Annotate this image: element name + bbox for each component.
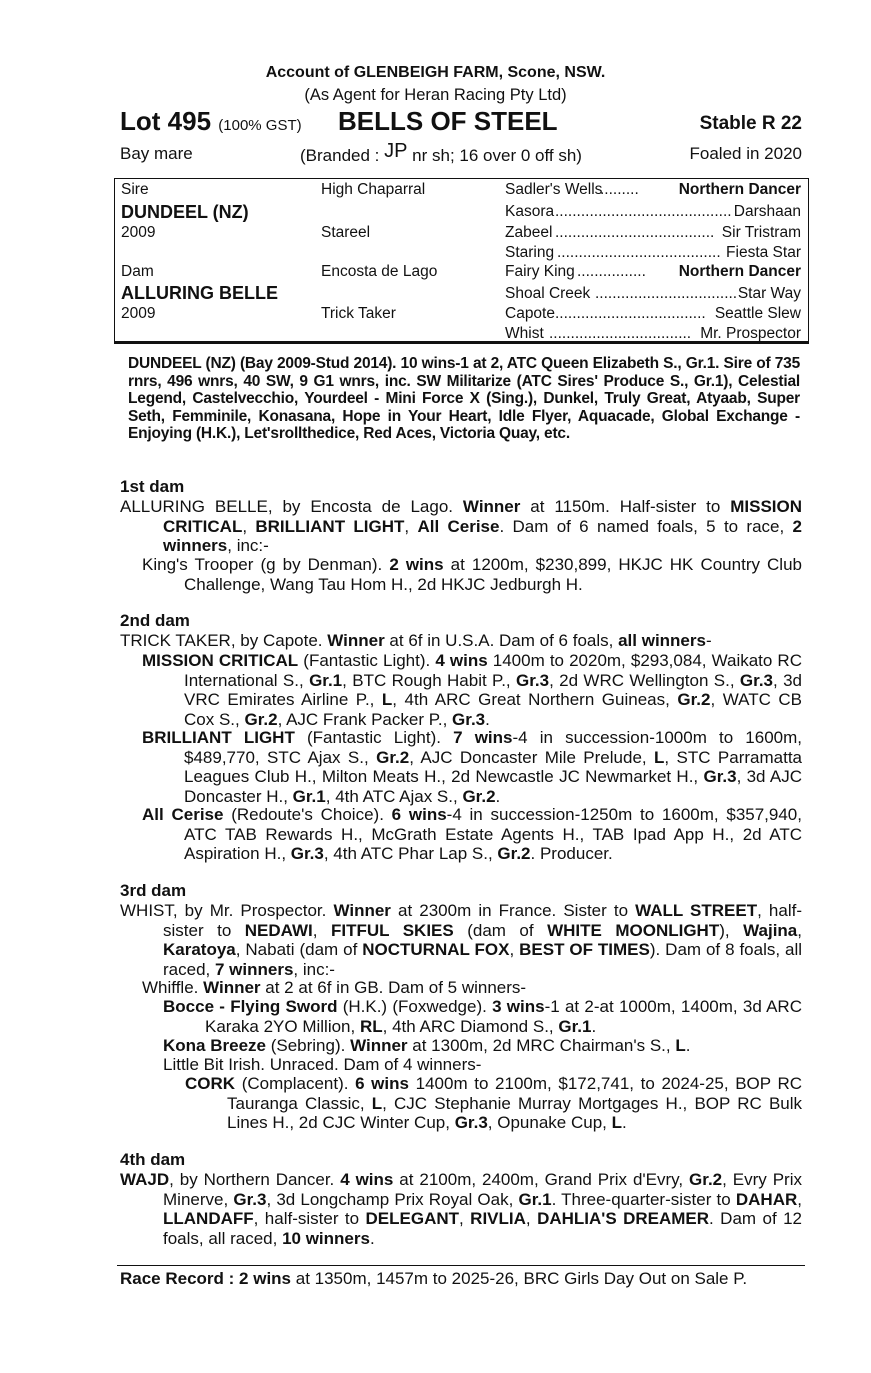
sire-sire: High Chaparral <box>321 181 426 198</box>
sire-summary: DUNDEEL (NZ) (Bay 2009-Stud 2014). 10 wins-1 at 2, ATC Queen Elizabeth S., Gr.1. Sire of 735 rnrs, 496 wnrs, 40 SW, 9 G1 wnrs, inc. SW Militarize (ATC Sires' Produce S., Gr.1), Celestial Legend, Castelvecchio, Yourdeel - Mini Force X (Sing.), Dunkel, Truly Great, Atyaab, Super Seth, Femminile, Konasana, Hope in Your Heart, Idle Flyer, Aquacade, Global Exchange - Enjoying (H.K.), Let'srollthedice, Red Aces, Victoria Quay, etc. <box>128 355 800 442</box>
dam-label: Dam <box>121 263 154 280</box>
vendor-account: Account of GLENBEIGH FARM, Scone, NSW. <box>265 64 606 81</box>
horse-sex: Bay mare <box>120 144 193 163</box>
first-dam-progeny-1: King's Trooper (g by Denman). 2 wins at 1200m, $230,899, HKJC HK Country Club Challenge, Wang Tau Hom H., 2d HKJC Jedburgh H. <box>142 555 802 594</box>
gst-note: (100% GST) <box>218 117 302 134</box>
horse-name: BELLS OF STEEL <box>338 106 558 136</box>
third-dam-greatgrandprogeny-1: CORK (Complacent). 6 wins 1400m to 2100m, $172,741, to 2024-25, BOP RC Tauranga Classic, L, CJC Stephanie Murray Mortgages H., BOP RC Bulk Lines H., 2d CJC Winter Cup, Gr.3, Opunake Cup, L. <box>185 1074 803 1132</box>
second-dam-paragraph: TRICK TAKER, by Capote. Winner at 6f in U.S.A. Dam of 6 foals, all winners- <box>120 631 712 650</box>
second-dam-progeny-1: MISSION CRITICAL (Fantastic Light). 4 wins 1400m to 2020m, $293,084, Waikato RC International S., Gr.1, BTC Rough Habit P., Gr.3, 2d WRC Wellington S., Gr.3, 3d VRC Emirates Airline P., L, 4th ARC Great Northern Guineas, Gr.2, WATC CB Cox S., Gr.2, AJC Frank Packer P., Gr.3. <box>142 651 802 729</box>
second-dam-heading: 2nd dam <box>120 611 190 630</box>
vendor-agent: (As Agent for Heran Racing Pty Ltd) <box>304 86 567 104</box>
first-dam-paragraph: ALLURING BELLE, by Encosta de Lago. Winner at 1150m. Half-sister to MISSION CRITICAL, BRILLIANT LIGHT, All Cerise. Dam of 6 named foals, 5 to race, 2 winners, inc:- <box>120 497 803 555</box>
third-dam-progeny-1: Whiffle. Winner at 2 at 6f in GB. Dam of 5 winners- <box>142 978 527 997</box>
brand-description: (Branded : JP nr sh; 16 over 0 off sh) <box>300 140 582 165</box>
foaled-year: Foaled in 2020 <box>689 144 802 163</box>
pedigree-g3-5: Fairy King Northern Dancer ................ <box>505 263 801 280</box>
third-dam-heading: 3rd dam <box>120 881 187 900</box>
pedigree-g3-3: Zabeel Sir Tristram ..................................... <box>505 224 801 241</box>
first-dam-heading: 1st dam <box>120 477 185 496</box>
sire-name: DUNDEEL (NZ) <box>121 202 249 222</box>
race-record-divider <box>117 1265 805 1266</box>
fourth-dam-heading: 4th dam <box>120 1150 186 1169</box>
third-dam-grandprogeny-3: Little Bit Irish. Unraced. Dam of 4 winners- <box>163 1055 482 1074</box>
third-dam-grandprogeny-2: Kona Breeze (Sebring). Winner at 1300m, 2d MRC Chairman's S., L. <box>163 1036 691 1055</box>
brand-mark: JP <box>384 140 408 162</box>
dam-name: ALLURING BELLE <box>121 283 278 303</box>
sire-dam: Stareel <box>321 224 371 241</box>
pedigree-g3-6: Shoal Creek Star Way ................................. <box>505 285 801 302</box>
sire-year: 2009 <box>121 224 156 241</box>
pedigree-table <box>114 178 809 344</box>
lot-line <box>120 106 802 140</box>
third-dam-grandprogeny-1: Bocce - Flying Sword (H.K.) (Foxwedge). 3 wins-1 at 2-at 1000m, 1400m, 3d ARC Karaka 2YO Million, RL, 4th ARC Diamond S., Gr.1. <box>163 997 802 1036</box>
pedigree-g3-7: Capote Seattle Slew ................................... <box>505 305 801 322</box>
race-record: Race Record : 2 wins at 1350m, 1457m to 2025-26, BRC Girls Day Out on Sale P. <box>120 1269 748 1288</box>
fourth-dam-paragraph: WAJD, by Northern Dancer. 4 wins at 2100m, 2400m, Grand Prix d'Evry, Gr.2, Evry Prix Minerve, Gr.3, 3d Longchamp Prix Royal Oak, Gr.1. Three-quarter-sister to DAHAR, LLANDAFF, half-sister to DELEGANT, RIVLIA, DAHLIA'S DREAMER. Dam of 12 foals, all raced, 10 winners. <box>120 1170 803 1248</box>
dam-dam: Trick Taker <box>321 305 396 322</box>
pedigree-g3-4: Staring Fiesta Star ...................................... <box>505 244 801 261</box>
pedigree-g3-8: Whist Mr. Prospector ................................. <box>505 325 801 342</box>
second-dam-progeny-3: All Cerise (Redoute's Choice). 6 wins-4 in succession-1250m to 1600m, $357,940, ATC TAB Rewards H., McGrath Estate Agents H., TAB Ipad App H., 2d ATC Aspiration H., Gr.3, 4th ATC Phar Lap S., Gr.2. Producer. <box>142 805 802 863</box>
pedigree-g3-1: Sadler's Wells Northern Dancer ......... <box>505 181 801 198</box>
pedigree-g3-2: Kasora Darshaan ......................................... <box>505 203 801 220</box>
third-dam-paragraph: WHIST, by Mr. Prospector. Winner at 2300m in France. Sister to WALL STREET, half-sister to NEDAWI, FITFUL SKIES (dam of WHITE MOONLIGHT), Wajina, Karatoya, Nabati (dam of NOCTURNAL FOX, BEST OF TIMES). Dam of 8 foals, all raced, 7 winners, inc:- <box>120 901 803 979</box>
second-dam-progeny-2: BRILLIANT LIGHT (Fantastic Light). 7 wins-4 in succession-1000m to 1600m, $489,770, STC Ajax S., Gr.2, AJC Doncaster Mile Prelude, L, STC Parramatta Leagues Club H., Milton Meats H., 2d Newcastle JC Newmarket H., Gr.3, 3d AJC Doncaster H., Gr.1, 4th ATC Ajax S., Gr.2. <box>142 728 802 806</box>
dam-year: 2009 <box>121 305 156 322</box>
lot-number: Lot 495 (100% GST) <box>120 106 302 136</box>
dam-sire: Encosta de Lago <box>321 263 438 280</box>
stable-number: Stable R 22 <box>699 113 802 134</box>
sire-label: Sire <box>121 181 149 198</box>
